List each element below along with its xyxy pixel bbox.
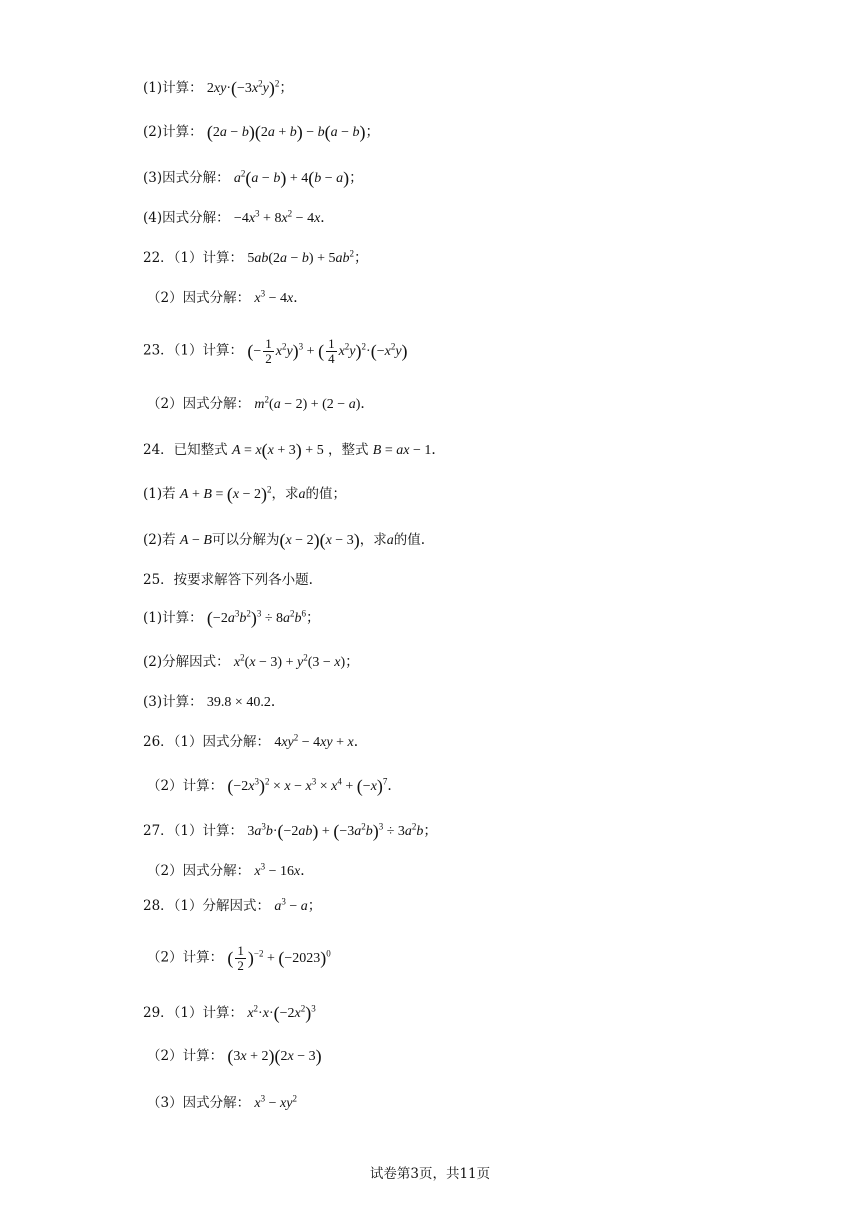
q-29-2: （2）计算： (3x + 2)(2x − 3) bbox=[147, 1046, 322, 1066]
q-25: 25．按要求解答下列各小题. bbox=[143, 572, 313, 588]
q-28-2: （2）计算： ( $\frac{1}{2}$ )$^{-2} + (-2023)^0$ bbox=[147, 943, 331, 973]
q-24: 24．已知整式 A = x(x + 3) + 5 ，整式 B = ax − 1． bbox=[143, 440, 446, 460]
q-26-2: （2）计算： $(-2x^3)^2 \times x - x^3 \times x^4 + (-x)^7$． bbox=[147, 776, 402, 796]
q-20-3: (3)因式分解： $a^2(a - b) + 4(b - a)$； bbox=[143, 168, 364, 188]
q-22-2: （2）因式分解： $x^3 - 4x$． bbox=[147, 288, 308, 306]
q-20-2: (2)计算： (2a − b)(2a + b) − b(a − b)； bbox=[143, 122, 380, 142]
q-25-3: (3)计算： 39.8 × 40.2． bbox=[143, 694, 285, 710]
q-23-1: 23．（1）计算： (− $\frac{1}{2}$ $x^2y)^3$ + ( $\frac{1}{4}$ $x^2y)^2\cdot(-x^2y)$ bbox=[143, 336, 408, 366]
q-20-4: (4)因式分解： $-4x^3 + 8x^2 - 4x$． bbox=[143, 208, 335, 226]
q-29-1: 29．（1）计算： $x^2\cdot x\cdot(-2x^2)^3$ bbox=[143, 1003, 316, 1023]
q-28-1: 28．（1）分解因式： $a^3 - a$； bbox=[143, 896, 322, 914]
q-22-1: 22．（1）计算： $5ab(2a - b) + 5ab^2$； bbox=[143, 248, 368, 266]
q-23-2: （2）因式分解： $m^2(a - 2) + (2 - a)$． bbox=[147, 394, 375, 412]
q-27-1: 27．（1）计算： $3a^3b\cdot(-2ab) + (-3a^2b)^3 \div 3a^2b$； bbox=[143, 821, 438, 841]
q-27-2: （2）因式分解： $x^3 - 16x$． bbox=[147, 861, 315, 879]
q-24-2: (2)若 A − B可以分解为(x − 2)(x − 3)，求a的值. bbox=[143, 530, 425, 550]
q-24-1: (1)若 $A + B = (x - 2)^2$，求a的值； bbox=[143, 484, 346, 504]
q-29-3: （3）因式分解： $x^3 - xy^2$ bbox=[147, 1093, 297, 1111]
page-footer: 试卷第3页，共11页 bbox=[369, 1166, 491, 1182]
q-25-2: (2)分解因式： $x^2(x - 3) + y^2(3 - x)$； bbox=[143, 652, 360, 670]
q-25-1: (1)计算： $(-2a^3b^2)^3 \div 8a^2b^6$； bbox=[143, 608, 321, 628]
q-26-1: 26．（1）因式分解： $4xy^2 - 4xy + x$． bbox=[143, 732, 368, 750]
q-20-1: (1)计算： $2xy\cdot(-3x^2y)^2$； bbox=[143, 78, 294, 98]
